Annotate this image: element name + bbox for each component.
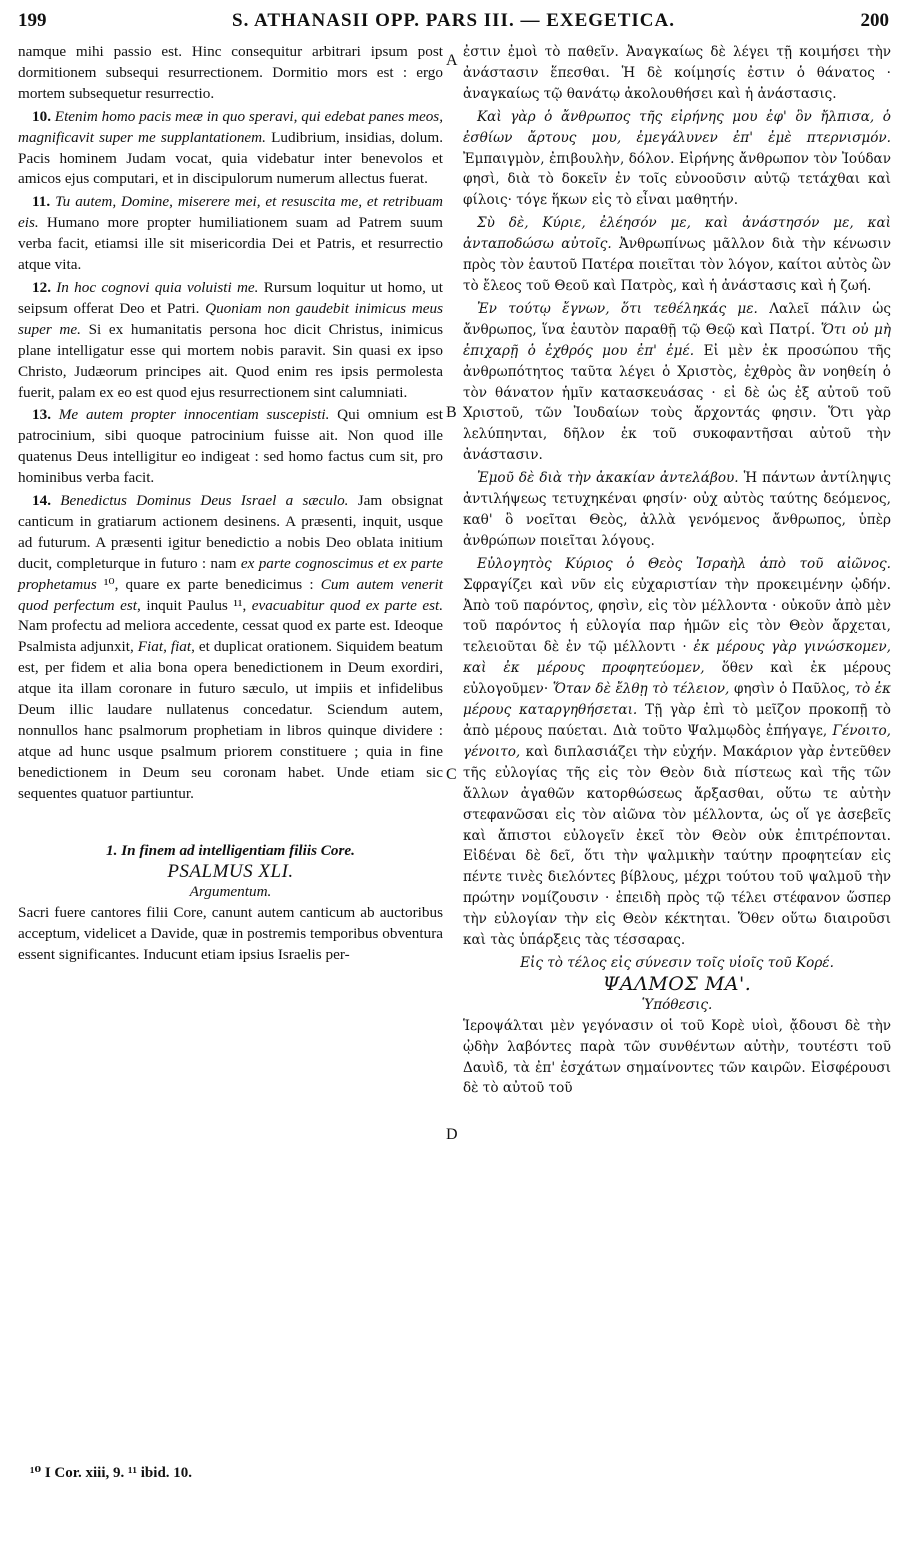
- footnotes: ¹⁰ I Cor. xiii, 9. ¹¹ ibid. 10.: [30, 1465, 193, 1481]
- greek-verse-12: Ἐν τούτῳ ἔγνων, ὅτι τεθέληκάς με. Λαλεῖ πάλιν ὡς ἄνθρωπος, ἵνα ἑαυτὸν παραθῇ τῷ Θεῷ καὶ Πατρί. Ὅτι οὐ μὴ ἐπιχαρῇ ὁ ἐχθρός μου ἐπ' ἐμέ. Εἰ μὲν ἐκ προσώπου τῆς ἀνθρωπότητος ταῦτα λέγει ὁ Χριστὸς, ἐχθρὸς ἂν νοηθείη ὁ τὸν θάνατον ἡμῖν κατασκευάσας · εἰ δὲ ὡς ἐξ αὐτοῦ τοῦ Χριστοῦ, τῶν Ἰουδαίων τοὺς ἄρχοντάς φησιν. Ὅτι γὰρ λελύπηνται, δῆλον ἐκ τοῦ συκοφαντῆσαι αὐτοῦ τὴν ἀνάστασιν.: [463, 300, 892, 464]
- greek-verse-13: Ἐμοῦ δὲ διὰ τὴν ἀκακίαν ἀντελάβου. Ἡ πάντων ἀντίληψις ἀντιλήψεως τετυχηκέναι φησίν· οὐχ αὐτὸς ταύτης δεόμενος, καθ' ὃ νοεῖται Θεὸς, ἀλλὰ γενόμενος ἄνθρωπος, ὑπὲρ ἀνθρώπων ποιεῖται λόγους.: [463, 470, 891, 549]
- page-number-left: 199: [18, 10, 47, 31]
- latin-verse-12: 12. In hoc cognovi quia voluisti me. Rursum loquitur ut homo, ut seipsum offerat Deo et Patri. Quoniam non gaudebit inimicus meus super me. Si ex humanitatis persona hoc dicit Christus, inimicus plane intelligatur esse qui mortem nobis paravit. Sin quasi ex ipso Christo, Judæorum principes ait. Quod enim res ipsis permolesta fuerit, palam ex eo est quod ejus resurrectionem sint calumniati.: [18, 278, 443, 401]
- running-header: [18, 10, 889, 36]
- latin-verse-13: 13. Me autem propter innocentiam suscepisti. Qui omnium est patrocinium, sibi quoque patrocinium fuisse ait. Non quod ille quatenus Deus intelligitur eo indigeat : sed homo factus cum sit, pro hominibus verba facit.: [18, 406, 444, 487]
- greek-paragraph: ἐστιν ἐμοὶ τὸ παθεῖν. Ἀναγκαίως δὲ λέγει τῇ κοιμήσει τὴν ἀνάστασιν ἕπεσθαι. Ἡ δὲ κοίμησίς ἐστιν ὁ θάνατος · ἀναγκαίως τῷ θανάτῳ ἀκολουθήσει καὶ ἡ ἀνάστασις.: [463, 44, 891, 102]
- latin-paragraph: namque mihi passio est. Hinc consequitur arbitrari ipsum post dormitionem subsequi resurrectionem. Dormitio mors est : ergo mortem subsequetur resurrectio.: [18, 43, 443, 102]
- margin-letter-c: C: [446, 766, 457, 783]
- greek-argument-text: Ἱεροψάλται μὲν γεγόνασιν οἱ τοῦ Κορὲ υἱοὶ, ᾄδουσι δὲ τὴν ᾠδὴν λαβόντες παρὰ τῶν συνθέντων αὐτὴν, τουτέστι τοῦ Δαυὶδ, τὰ ἐπ' ἐσχάτων σημαίνοντες τῶν καιρῶν. Εἰσφέρουσι δὲ τὸ αὐτοῦ τοῦ: [463, 1017, 891, 1097]
- greek-verse-11: Σὺ δὲ, Κύριε, ἐλέησόν με, καὶ ἀνάστησόν με, καὶ ἀνταποδώσω αὐτοῖς. Ἀνθρωπίνως μᾶλλον διὰ τὴν κένωσιν πρὸς τὸν ἑαυτοῦ Πατέρα ποιεῖται τὸν λόγον, καίτοι αὐτὸς ὢν τὸ ἔλεος τοῦ Θεοῦ καὶ Πατρὸς, καὶ ἡ ἀνάστασις καὶ ἡ ζωή.: [463, 215, 891, 294]
- latin-argument-heading: Argumentum.: [189, 883, 272, 901]
- running-title: S. ATHANASII OPP. PARS III. — EXEGETICA.: [232, 10, 675, 31]
- latin-argument-text: Sacri fuere cantores filii Core, canunt autem canticum ab auctoribus acceptum, videlicet a Davide, quæ in postremis temporibus obventura essent significantes. Inducunt etiam ipsius Israelis per-: [18, 904, 443, 964]
- latin-verse-11: 11. Tu autem, Domine, miserere mei, et resuscita me, et retribuam eis. Humano more propter humiliationem suam ad Patrem suum verba facit, etiamsi ille sit misericordia Dei et Patris, et resurrectio atque vita.: [18, 193, 443, 274]
- latin-psalm-inscription: 1. In finem ad intelligentiam filiis Core.: [106, 841, 355, 859]
- margin-letter-d: D: [446, 1126, 458, 1143]
- greek-psalm-title: ΨΑΛΜΟΣ ΜΑ'.: [602, 972, 752, 995]
- margin-letter-a: A: [446, 52, 458, 69]
- greek-argument-heading: Ὑπόθεσις.: [641, 996, 713, 1013]
- page-number-right: 200: [860, 10, 889, 31]
- greek-verse-14: Εὐλογητὸς Κύριος ὁ Θεὸς Ἰσραὴλ ἀπὸ τοῦ αἰῶνος. Σφραγίζει καὶ νῦν εἰς εὐχαριστίαν τὴν προκειμένην ᾠδήν. Ἀπὸ τοῦ παρόντος, φησὶν, εἰς τὸν μέλλοντα · οὐκοῦν ἀπὸ μὲν τοῦ παρόντος ἡ εὐλογία παρ ἡμῶν εἰς τὸν Θεὸν ἄρχεται, τελειοῦται δὲ ἐν τῷ μέλλοντι · ἐκ μέρους γὰρ γινώσκομεν, καὶ ἐκ μέρους προφητεύομεν, ὅθεν καὶ ἐκ μέρους εὐλογοῦμεν· Ὅταν δὲ ἔλθῃ τὸ τέλειον, φησὶν ὁ Παῦλος, τὸ ἐκ μέρους καταργηθήσεται. Τῇ γὰρ ἐπὶ τὸ μεῖζον προκοπῇ τὸ ἀπὸ μέρους παύεται. Διὰ τοῦτο Ψαλμῳδὸς ἐπήγαγε, Γένοιτο, γένοιτο, καὶ διπλασιάζει τὴν εὐχήν. Μακάριον γὰρ ἐντεῦθεν τῆς εὐλογίας τῆς εἰς τὸν Θεὸν διὰ πίστεως καὶ τῆς τῶν ἄλλων ἀγαθῶν κατορθώσεως ἄρξασθαι, οὕτω τε αὐτὴν στεφανῶσαι εἰς τὸν αἰῶνα τὸν μέλλοντα, ὡς οἵ γε ἀσεβεῖς καὶ ἄπιστοι εὐλογεῖν ἐκεῖ τὸν Θεὸν οὐκ ἐπιτρέπονται. Εἰδέναι δὲ δεῖ, ὅτι τὴν ψαλμικὴν ταύτην προφητείαν εἰς πέντε τινὲς διελόντες βίβλους, μέχρι τούτου τοῦ ψαλμοῦ τὴν πρώτην νομίζουσιν · ἐπειδὴ πρὸς τῷ τέλει στέφανον ὥσπερ τὴν εὐλογίαν τὴν εἰς Θεὸν κέκτηται. Ὅθεν οὕτω διαιροῦσι καὶ τὰς ὑπάρξεις τὰς τέσσαρας.: [463, 555, 892, 949]
- greek-psalm-inscription: Εἰς τὸ τέλος εἰς σύνεσιν τοῖς υἱοῖς τοῦ Κορέ.: [520, 954, 834, 971]
- greek-verse-10: Καὶ γὰρ ὁ ἄνθρωπος τῆς εἰρήνης μου ἐφ' ὃν ἤλπισα, ὁ ἐσθίων ἄρτους μου, ἐμεγάλυνεν ἐπ' ἐμὲ πτερνισμόν. Ἐμπαιγμὸν, ἐπιβουλὴν, δόλον. Εἰρήνης ἄνθρωπον τὸν Ἰούδαν φησὶ, διὰ τὸ δοκεῖν ἐν τοῖς εὐνοοῦσιν αὐτῷ τετάχθαι καὶ φίλοις· τόγε ἥκων εἰς τὸ εἶναι μαθητήν.: [463, 108, 891, 209]
- greek-column: [463, 42, 891, 1101]
- latin-verse-14: 14. Benedictus Dominus Deus Israel a sæculo. Jam obsignat canticum in gratiarum actionem desinens. A præsenti, inquit, usque ad futurum. A præsenti igitur benedictio a nobis Deo oblata initium ducit, completurque in futuro : nam ex parte cognoscimus et ex parte prophetamus ¹⁰, quare ex parte benedicimus : Cum autem venerit quod perfectum est, inquit Paulus ¹¹, evacuabitur quod ex parte est. Nam profectu ad meliora accedente, cessat quod ex parte est. Ideoque Psalmista adjunxit, Fiat, fiat, et duplicat orationem. Siquidem beatum est, per fidem et alia bona opera benedictionem in Deum exordiri, atque ita illam coronare in futuro sæculo, ut impiis et infidelibus Deum illic laudare nullatenus concedatur. Sciendum autem, nonnullos hanc psalmorum prophetiam in libros quinque dividere : atque ad hunc usque psalmum priorem constituere ; quia in fine benedictionem in Deum seu coronam habet. Unde etiam sic sequentes quatuor partiuntur.: [18, 492, 443, 802]
- latin-column: [18, 42, 443, 968]
- latin-psalm-title: PSALMUS XLI.: [167, 860, 294, 882]
- latin-verse-10: 10. Etenim homo pacis meæ in quo speravi, qui edebat panes meos, magnificavit super me supplantationem. Ludibrium, insidias, dolum. Pacis hominem Judam vocat, quia videbatur inter benevolos et amicos ejus computari, et in discipulorum numerum allectus fuerat.: [18, 107, 443, 188]
- margin-letter-b: B: [446, 404, 457, 421]
